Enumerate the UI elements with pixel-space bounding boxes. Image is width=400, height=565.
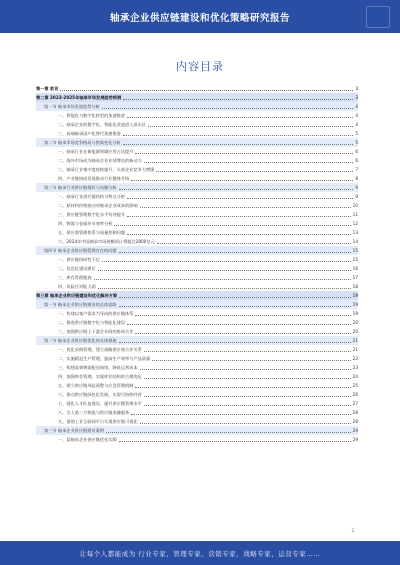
toc-entry[interactable]: [36, 138, 358, 147]
toc-leader-dots: [102, 261, 351, 262]
toc-entry[interactable]: [36, 156, 358, 165]
toc-entry-page: 5: [355, 131, 358, 136]
toc-leader-dots: [123, 135, 354, 136]
toc-entry-page: 9: [355, 194, 358, 199]
toc-entry[interactable]: [36, 165, 358, 174]
toc-entry-title: 四、物流与仓储环节效率分析: [58, 221, 113, 226]
toc-leader-dots: [119, 306, 351, 307]
page-footer: [0, 541, 400, 565]
header-decoration: [366, 6, 390, 28]
toc-leader-dots: [140, 423, 351, 424]
toc-entry[interactable]: [36, 354, 358, 363]
toc-entry-page: 28: [352, 410, 358, 415]
toc-entry-page: 6: [355, 149, 358, 154]
toc-leader-dots: [119, 342, 351, 343]
toc-leader-dots: [131, 180, 353, 181]
toc-entry-title: 八、引入第三方物流与供应链金融服务: [58, 410, 130, 415]
toc-leader-dots: [152, 360, 351, 361]
footer-slogan: 让每个人都能成为 行业专家、管理专家、营销专家、战略专家、运营专家……: [79, 549, 321, 558]
toc-entry[interactable]: [36, 255, 358, 264]
toc-entry-page: 29: [352, 437, 358, 442]
toc-entry-title: 一、构建以客户需求为导向的供应链体系: [58, 311, 134, 316]
toc-entry-page: 17: [352, 275, 358, 280]
toc-entry-title: 第一节 轴承企业供应链建设的总体思路: [44, 302, 117, 307]
toc-entry[interactable]: [36, 408, 358, 417]
toc-leader-dots: [94, 279, 351, 280]
toc-entry-page: 25: [352, 383, 358, 388]
toc-entry-page: 4: [355, 104, 358, 109]
toc-entry[interactable]: [36, 264, 358, 273]
toc-entry-title: 第四节 轴承企业供应链管理存在的问题: [44, 248, 117, 253]
toc-entry-title: 三、库存管理粗放: [58, 275, 92, 280]
toc-leader-dots: [135, 315, 350, 316]
toc-entry[interactable]: [36, 84, 358, 93]
toc-entry-title: 九、借助工业互联网平台实现供应链可视化: [58, 419, 138, 424]
toc-entry-page: 28: [352, 419, 358, 424]
toc-entry[interactable]: [36, 237, 358, 246]
toc-entry-title: 第二节 轴承企业供应链优化的具体措施: [44, 338, 117, 343]
toc-entry-page: 9: [355, 185, 358, 190]
toc-entry[interactable]: [36, 174, 358, 183]
toc-entry-page: 21: [352, 347, 358, 352]
toc-entry-title: 七、强化人才队伍建设，提升供应链管理水平: [58, 401, 142, 406]
toc-entry[interactable]: [36, 336, 358, 345]
toc-entry-page: 13: [352, 230, 358, 235]
toc-entry-page: 8: [355, 176, 358, 181]
toc-entry[interactable]: [36, 111, 358, 120]
toc-entry[interactable]: [36, 327, 358, 336]
toc-entry-title: 一、优化采购管理，建立战略供应商合作关系: [58, 347, 142, 352]
toc-heading: 内容目录: [176, 60, 224, 73]
toc-entry-title: 三、高端轴承国产化替代加速推进: [58, 131, 121, 136]
toc-entry-page: 7: [355, 167, 358, 172]
toc-entry-page: 11: [352, 212, 358, 217]
toc-entry-page: 27: [352, 401, 358, 406]
toc-entry-title: 三、轴承行业集中度持续提升，头部企业竞争力增强: [58, 167, 155, 172]
toc-entry-title: 一、某轴承企业供应链优化实践: [58, 437, 117, 442]
toc-entry[interactable]: [36, 291, 358, 300]
toc-leader-dots: [98, 270, 351, 271]
toc-entry-title: 第一章 前言: [36, 86, 59, 91]
toc-entry-page: 23: [352, 365, 358, 370]
toc-leader-dots: [127, 234, 351, 235]
toc-entry[interactable]: [36, 399, 358, 408]
toc-entry[interactable]: [36, 372, 358, 381]
toc-leader-dots: [148, 126, 353, 127]
toc-entry-page: 26: [352, 392, 358, 397]
toc-entry-page: 4: [355, 113, 358, 118]
toc-entry-title: 六、2024年中国轴承市场规模预计将超过2800亿元: [58, 239, 155, 244]
toc-entry-title: 五、供应商管理体系与质量控制问题: [58, 230, 126, 235]
toc-entry-title: 三、构建高效物流配送网络，降低运营成本: [58, 365, 138, 370]
toc-entry-page: 6: [355, 158, 358, 163]
toc-entry-title: 一、轴承行业供应链结构与特点分析: [58, 194, 126, 199]
toc-entry[interactable]: [36, 318, 358, 327]
toc-entry-title: 三、供应链管理数字化水平有待提升: [58, 212, 126, 217]
toc-entry-title: 一、轴承行业在新能源领域应用占比提升: [58, 149, 134, 154]
toc-entry[interactable]: [36, 93, 358, 102]
toc-entry-title: 第二章 2023-2025年轴承市场发展趋势预测: [36, 95, 122, 100]
toc-leader-dots: [119, 441, 351, 442]
toc-entry[interactable]: [36, 282, 358, 291]
toc-entry[interactable]: [36, 246, 358, 255]
toc-leader-dots: [123, 99, 353, 100]
toc-entry-title: 一、供应链协同性不足: [58, 257, 100, 262]
toc-entry-title: 一、智能化与数字化转型的加速推进: [58, 113, 126, 118]
toc-leader-dots: [135, 387, 350, 388]
toc-entry-page: 4: [355, 122, 358, 127]
toc-entry-title: 二、推进供应链数字化与智能化建设: [58, 320, 126, 325]
toc-entry-title: 第三节 轴承企业供应链建设案例: [44, 428, 104, 433]
page-header: [0, 0, 400, 33]
toc-entry-page: 15: [352, 248, 358, 253]
toc-entry-page: 24: [352, 374, 358, 379]
toc-entry[interactable]: [36, 183, 358, 192]
toc-leader-dots: [157, 243, 351, 244]
toc-entry-title: 四、风险应对能力弱: [58, 284, 96, 289]
toc-leader-dots: [119, 297, 351, 298]
toc-entry-page: 3: [355, 86, 358, 91]
toc-entry-page: 3: [355, 95, 358, 100]
toc-entry-title: 三、加强供应链上下游企业间的协同合作: [58, 329, 134, 334]
toc-entry-page: 18: [352, 284, 358, 289]
toc-entry-title: 二、实施精益生产管理，提高生产效率与产品质量: [58, 356, 151, 361]
toc-leader-dots: [127, 198, 353, 199]
toc-entry-title: 二、原材料价格波动对轴承企业成本的影响: [58, 203, 138, 208]
table-of-contents: [36, 84, 358, 444]
toc-entry-page: 19: [352, 311, 358, 316]
toc-leader-dots: [144, 378, 351, 379]
toc-entry-page: 20: [352, 320, 358, 325]
toc-entry-page: 20: [352, 329, 358, 334]
toc-entry[interactable]: [36, 309, 358, 318]
toc-entry[interactable]: [36, 300, 358, 309]
toc-entry[interactable]: [36, 201, 358, 210]
toc-leader-dots: [140, 207, 351, 208]
toc-entry-title: 第三章 轴承企业供应链建设和优化解决方案: [36, 293, 118, 298]
toc-leader-dots: [144, 351, 351, 352]
toc-entry-page: 22: [352, 356, 358, 361]
page-number: 2: [351, 528, 354, 533]
toc-leader-dots: [114, 225, 350, 226]
toc-leader-dots: [131, 414, 350, 415]
toc-entry-title: 第一节 轴承市场发展趋势分析: [44, 104, 100, 109]
toc-leader-dots: [98, 288, 351, 289]
toc-entry[interactable]: [36, 345, 358, 354]
toc-entry-title: 四、加强库存管理，实现库存结构的合理优化: [58, 374, 142, 379]
toc-entry-page: 19: [352, 293, 358, 298]
toc-entry-title: 六、推动供应链绿色化发展，实现可持续经营: [58, 392, 142, 397]
toc-entry-title: 第三节 轴承行业供应链现状与问题分析: [44, 185, 117, 190]
toc-leader-dots: [135, 153, 353, 154]
toc-entry-page: 29: [352, 428, 358, 433]
toc-entry[interactable]: [36, 417, 358, 426]
toc-leader-dots: [127, 324, 351, 325]
toc-leader-dots: [102, 108, 354, 109]
toc-entry-page: 14: [352, 239, 358, 244]
toc-entry-title: 二、轴承企业的数字化、智能化改造进入深水区: [58, 122, 146, 127]
toc-leader-dots: [60, 90, 353, 91]
toc-leader-dots: [140, 369, 351, 370]
toc-entry-page: 19: [352, 302, 358, 307]
toc-entry-page: 21: [352, 338, 358, 343]
toc-leader-dots: [144, 405, 351, 406]
toc-entry-page: 10: [352, 203, 358, 208]
toc-entry[interactable]: [36, 147, 358, 156]
toc-entry[interactable]: [36, 426, 358, 435]
toc-entry[interactable]: [36, 273, 358, 282]
toc-entry[interactable]: [36, 228, 358, 237]
toc-entry-title: 四、产业链协同发展推动行业整体升级: [58, 176, 130, 181]
toc-leader-dots: [106, 432, 351, 433]
report-title: 轴承企业供应链建设和优化策略研究报告: [109, 12, 290, 24]
toc-entry-title: 五、建立供应链风险预警与应急管理机制: [58, 383, 134, 388]
toc-entry[interactable]: [36, 210, 358, 219]
toc-entry[interactable]: [36, 381, 358, 390]
toc-leader-dots: [156, 171, 353, 172]
toc-entry-title: 二、海外市场成为轴承企业业绩增长的新动力: [58, 158, 142, 163]
toc-entry[interactable]: [36, 435, 358, 444]
toc-leader-dots: [119, 189, 354, 190]
toc-leader-dots: [144, 162, 354, 163]
toc-leader-dots: [127, 117, 353, 118]
toc-leader-dots: [144, 396, 351, 397]
toc-entry-title: 第二节 轴承市场竞争格局与供需变化分析: [44, 140, 121, 145]
toc-entry-page: 16: [352, 266, 358, 271]
toc-entry[interactable]: [36, 129, 358, 138]
toc-leader-dots: [127, 216, 351, 217]
toc-entry-page: 5: [355, 140, 358, 145]
toc-leader-dots: [119, 252, 351, 253]
toc-entry[interactable]: [36, 390, 358, 399]
toc-entry-page: 15: [352, 257, 358, 262]
toc-leader-dots: [123, 144, 354, 145]
toc-entry[interactable]: [36, 219, 358, 228]
toc-entry[interactable]: [36, 363, 358, 372]
toc-entry[interactable]: [36, 120, 358, 129]
toc-entry[interactable]: [36, 102, 358, 111]
toc-entry[interactable]: [36, 192, 358, 201]
toc-entry-page: 12: [352, 221, 358, 226]
toc-leader-dots: [135, 333, 350, 334]
toc-entry-title: 二、信息化建设滞后: [58, 266, 96, 271]
